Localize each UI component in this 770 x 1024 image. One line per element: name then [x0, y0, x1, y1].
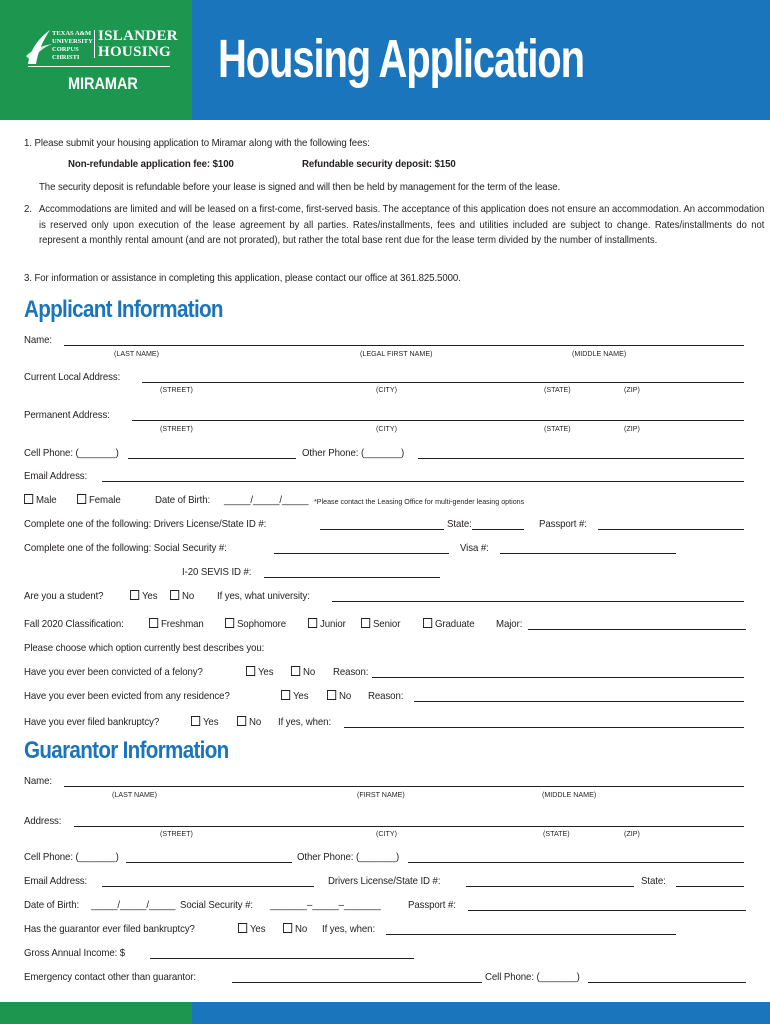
logo-property: MIRAMAR [68, 74, 138, 93]
bankruptcy-yes-option[interactable] [191, 716, 218, 728]
evicted-yes-checkbox[interactable] [281, 690, 290, 700]
guarantor-dob-label: Date of Birth: [24, 899, 80, 911]
felony-reason-field[interactable] [372, 677, 744, 678]
guarantor-cell-phone-field[interactable] [126, 862, 292, 863]
applicant-name-label: Name: [24, 334, 53, 346]
guarantor-email-label: Email Address: [24, 875, 88, 887]
logo-divider [94, 30, 95, 58]
applicant-middle-name-caption: (MIDDLE NAME) [572, 349, 627, 358]
guarantor-passport-label: Passport #: [408, 899, 456, 911]
cell-phone-label: Cell Phone: (_______) [24, 447, 119, 459]
guarantor-bankruptcy-no-label: No [294, 923, 308, 935]
guarantor-bankruptcy-yes-checkbox[interactable] [238, 923, 247, 933]
gender-note: *Please contact the Leasing Office for multi-gender leasing options [314, 497, 525, 506]
evicted-no-option[interactable] [327, 690, 351, 702]
state-field[interactable] [472, 529, 524, 530]
student-no-label: No [181, 590, 195, 602]
sophomore-checkbox[interactable] [225, 618, 234, 628]
guarantor-address-label: Address: [24, 815, 62, 827]
passport-field[interactable] [598, 529, 744, 530]
guarantor-zip-caption: (ZIP) [624, 829, 640, 838]
evicted-reason-field[interactable] [414, 701, 744, 702]
sophomore-option[interactable] [225, 618, 286, 630]
email-field[interactable] [102, 481, 744, 482]
guarantor-dob-field[interactable]: _____/_____/_____ [91, 899, 176, 911]
junior-checkbox[interactable] [308, 618, 317, 628]
visa-field[interactable] [500, 553, 676, 554]
major-field[interactable] [528, 629, 746, 630]
guarantor-ssn-field[interactable]: _______–_____–_______ [270, 899, 381, 911]
student-question: Are you a student? [24, 590, 104, 602]
instruction-2-number: 2. [24, 203, 32, 215]
instruction-1: 1. Please submit your housing application to Miramar along with the following fees: [24, 137, 370, 149]
felony-yes-label: Yes [257, 666, 274, 678]
local-zip-caption: (ZIP) [624, 385, 640, 394]
gross-income-field[interactable] [150, 958, 414, 959]
felony-question: Have you ever been convicted of a felony? [24, 666, 203, 678]
logo-rule [28, 66, 170, 67]
major-label: Major: [496, 618, 523, 630]
applicant-last-name-caption: (LAST NAME) [114, 349, 160, 358]
guarantor-bankruptcy-yes-label: Yes [249, 923, 266, 935]
bankruptcy-question: Have you ever filed bankruptcy? [24, 716, 160, 728]
evicted-no-label: No [338, 690, 352, 702]
local-city-caption: (CITY) [376, 385, 397, 394]
drivers-license-field[interactable] [320, 529, 444, 530]
permanent-address-field[interactable] [132, 420, 744, 421]
guarantor-cell-phone-label: Cell Phone: (_______) [24, 851, 119, 863]
applicant-first-name-caption: (LEGAL FIRST NAME) [360, 349, 433, 358]
other-phone-label: Other Phone: (_______) [302, 447, 405, 459]
student-yes-checkbox[interactable] [130, 590, 139, 600]
choose-option-text: Please choose which option currently best describes you: [24, 642, 265, 654]
guarantor-bankruptcy-yes-option[interactable] [238, 923, 265, 935]
guarantor-last-name-caption: (LAST NAME) [112, 790, 158, 799]
ssn-row-label: Complete one of the following: Social Security #: [24, 542, 227, 554]
student-yes-option[interactable] [130, 590, 157, 602]
classification-label: Fall 2020 Classification: [24, 618, 124, 630]
cell-phone-field[interactable] [128, 458, 296, 459]
logo-brand-line2: HOUSING [98, 44, 171, 60]
graduate-label: Graduate [434, 618, 475, 630]
local-street-caption: (STREET) [160, 385, 193, 394]
deposit-note: The security deposit is refundable before your lease is signed and will then be held by management for the term of the lease. [39, 181, 561, 193]
freshman-label: Freshman [160, 618, 204, 630]
emergency-contact-label: Emergency contact other than guarantor: [24, 971, 197, 983]
dob-label: Date of Birth: [155, 494, 211, 506]
university-field[interactable] [332, 601, 744, 602]
logo-university: TEXAS A&M UNIVERSITY CORPUS CHRISTI [52, 30, 93, 61]
sophomore-label: Sophomore [236, 618, 287, 630]
student-yes-label: Yes [141, 590, 158, 602]
local-state-caption: (STATE) [544, 385, 571, 394]
guarantor-bankruptcy-question: Has the guarantor ever filed bankruptcy? [24, 923, 195, 935]
sevis-label: I-20 SEVIS ID #: [182, 566, 252, 578]
female-label: Female [88, 494, 121, 506]
female-checkbox[interactable] [77, 494, 86, 504]
guarantor-bankruptcy-when-label: If yes, when: [322, 923, 376, 935]
fee-application: Non-refundable application fee: $100 [68, 158, 234, 170]
guarantor-dl-field[interactable] [466, 886, 634, 887]
bankruptcy-no-checkbox[interactable] [237, 716, 246, 726]
applicant-name-field[interactable] [64, 345, 744, 346]
gross-income-label: Gross Annual Income: $ [24, 947, 126, 959]
sevis-field[interactable] [264, 577, 440, 578]
senior-option[interactable] [361, 618, 400, 630]
junior-option[interactable] [308, 618, 346, 630]
evicted-reason-label: Reason: [368, 690, 404, 702]
footer-green-bar [0, 1002, 192, 1024]
felony-no-checkbox[interactable] [291, 666, 300, 676]
bankruptcy-yes-label: Yes [202, 716, 219, 728]
guarantor-heading: Guarantor Information [24, 737, 229, 764]
guarantor-ssn-label: Social Security #: [180, 899, 253, 911]
bankruptcy-yes-checkbox[interactable] [191, 716, 200, 726]
guarantor-state-label: State: [641, 875, 666, 887]
permanent-zip-caption: (ZIP) [624, 424, 640, 433]
university-label: If yes, what university: [217, 590, 310, 602]
footer-blue-bar [192, 1002, 770, 1024]
guarantor-email-field[interactable] [102, 886, 314, 887]
passport-label: Passport #: [539, 518, 587, 530]
guarantor-bankruptcy-no-option[interactable] [283, 923, 307, 935]
guarantor-passport-field[interactable] [468, 910, 746, 911]
guarantor-city-caption: (CITY) [376, 829, 397, 838]
freshman-checkbox[interactable] [149, 618, 158, 628]
graduate-option[interactable] [423, 618, 475, 630]
logo-brand-line1: ISLANDER [98, 28, 178, 44]
logo [24, 24, 178, 96]
id-row-label: Complete one of the following: Drivers License/State ID #: [24, 518, 267, 530]
junior-label: Junior [319, 618, 346, 630]
male-label: Male [35, 494, 57, 506]
felony-no-label: No [302, 666, 316, 678]
felony-yes-option[interactable] [246, 666, 273, 678]
fee-deposit: Refundable security deposit: $150 [302, 158, 456, 170]
local-address-label: Current Local Address: [24, 371, 121, 383]
bankruptcy-no-label: No [248, 716, 262, 728]
emergency-contact-field[interactable] [232, 982, 482, 983]
emergency-cell-field[interactable] [588, 982, 746, 983]
permanent-city-caption: (CITY) [376, 424, 397, 433]
graduate-checkbox[interactable] [423, 618, 432, 628]
page-title: Housing Application [218, 29, 584, 89]
instruction-2: Accommodations are limited and will be leased on a first-come, first-served basis. The acceptance of this application does not ensure an accommodation. An accommodation is reserved only upon execution of the lease agreement by all parties. Rates/installments, fees and utilities included are subject to change. Rates/installments do not represent a monthly rental amount (and are not prorated), but rather the total base rent due for the lease term divided by the number of installments. [39, 203, 765, 246]
guarantor-bankruptcy-no-checkbox[interactable] [283, 923, 292, 933]
permanent-state-caption: (STATE) [544, 424, 571, 433]
guarantor-state-caption: (STATE) [543, 829, 570, 838]
guarantor-street-caption: (STREET) [160, 829, 193, 838]
guarantor-other-phone-field[interactable] [408, 862, 744, 863]
student-no-checkbox[interactable] [170, 590, 179, 600]
freshman-option[interactable] [149, 618, 204, 630]
evicted-no-checkbox[interactable] [327, 690, 336, 700]
bankruptcy-when-field[interactable] [344, 727, 744, 728]
emergency-cell-label: Cell Phone: (_______) [485, 971, 580, 983]
evicted-yes-option[interactable] [281, 690, 308, 702]
email-label: Email Address: [24, 470, 88, 482]
felony-reason-label: Reason: [333, 666, 369, 678]
applicant-heading: Applicant Information [24, 296, 223, 323]
senior-checkbox[interactable] [361, 618, 370, 628]
guarantor-address-field[interactable] [74, 826, 744, 827]
permanent-address-label: Permanent Address: [24, 409, 110, 421]
visa-label: Visa #: [460, 542, 489, 554]
evicted-question: Have you ever been evicted from any residence? [24, 690, 230, 702]
bankruptcy-no-option[interactable] [237, 716, 261, 728]
male-checkbox[interactable] [24, 494, 33, 504]
guarantor-name-field[interactable] [64, 786, 744, 787]
felony-no-option[interactable] [291, 666, 315, 678]
guarantor-first-name-caption: (FIRST NAME) [357, 790, 405, 799]
bankruptcy-when-label: If yes, when: [278, 716, 332, 728]
ssn-field[interactable] [274, 553, 449, 554]
guarantor-dl-label: Drivers License/State ID #: [328, 875, 441, 887]
guarantor-name-label: Name: [24, 775, 53, 787]
state-label: State: [447, 518, 472, 530]
evicted-yes-label: Yes [292, 690, 309, 702]
guarantor-middle-name-caption: (MIDDLE NAME) [542, 790, 597, 799]
felony-yes-checkbox[interactable] [246, 666, 255, 676]
dob-field[interactable]: _____/_____/_____ [224, 494, 309, 506]
instruction-3: 3. For information or assistance in completing this application, please contact our office at 361.825.5000. [24, 272, 461, 284]
guarantor-other-phone-label: Other Phone: (_______) [297, 851, 400, 863]
other-phone-field[interactable] [418, 458, 744, 459]
local-address-field[interactable] [142, 382, 744, 383]
permanent-street-caption: (STREET) [160, 424, 193, 433]
female-option[interactable] [77, 494, 121, 506]
guarantor-state-field[interactable] [676, 886, 744, 887]
guarantor-bankruptcy-when-field[interactable] [386, 934, 676, 935]
male-option[interactable] [24, 494, 57, 506]
student-no-option[interactable] [170, 590, 194, 602]
senior-label: Senior [372, 618, 401, 630]
